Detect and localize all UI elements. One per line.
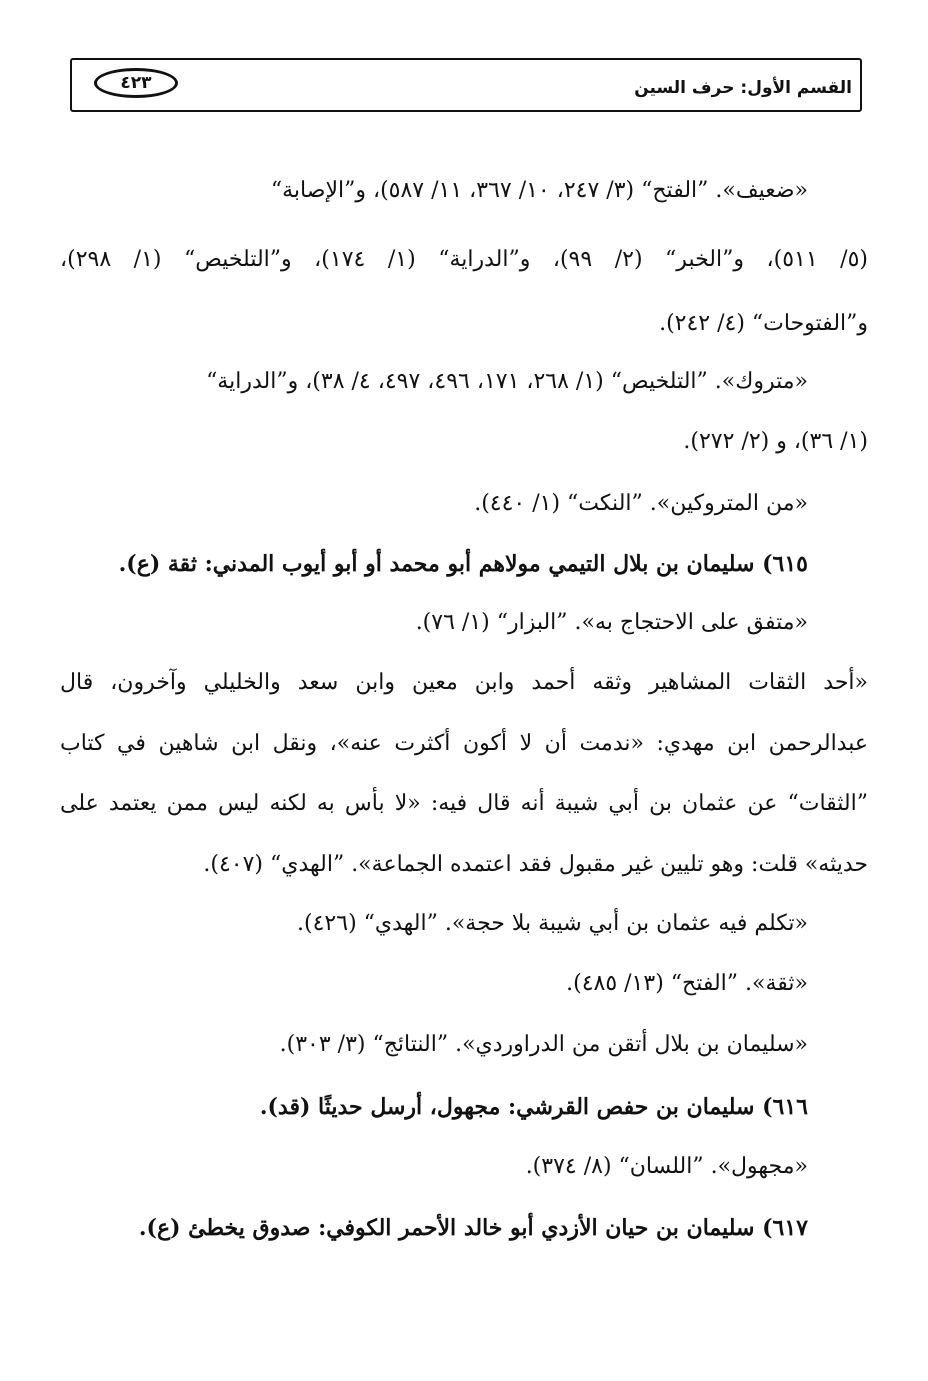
- page-number: ٤٢٣: [94, 68, 178, 98]
- text-line: و”الفتوحات“ (٤/ ٢٤٢).: [659, 311, 868, 336]
- text-line: «متروك». ”التلخيص“ (١/ ٢٦٨، ١٧١، ٤٩٦، ٤٩٧، ٤/ ٣٨)، و”الدراية“: [206, 369, 808, 394]
- entry-heading: ٦١٦) سليمان بن حفص القرشي: مجهول، أرسل حديثًا (قد).: [259, 1094, 808, 1120]
- entry-heading: ٦١٧) سليمان بن حيان الأزدي أبو خالد الأحمر الكوفي: صدوق يخطئ (ع).: [138, 1215, 808, 1241]
- text-line: «ضعيف». ”الفتح“ (٣/ ٢٤٧، ١٠/ ٣٦٧، ١١/ ٥٨٧)، و”الإصابة“: [270, 178, 808, 203]
- text-line: ”الثقات“ عن عثمان بن أبي شيبة أنه قال فيه: «لا بأس به لكنه ليس ممن يعتمد على: [60, 791, 868, 816]
- text-line: حديثه» قلت: وهو تليين غير مقبول فقد اعتمده الجماعة». ”الهدي“ (٤٠٧).: [203, 852, 868, 877]
- running-header: [70, 58, 862, 112]
- text-line: «مجهول». ”اللسان“ (٨/ ٣٧٤).: [525, 1154, 808, 1179]
- text-line: «من المتروكين». ”النكت“ (١/ ٤٤٠).: [474, 491, 808, 516]
- section-title: القسم الأول: حرف السين: [634, 78, 852, 98]
- text-line: «أحد الثقات المشاهير وثقه أحمد وابن معين وابن سعد والخليلي وآخرون، قال: [60, 670, 868, 695]
- entry-heading: ٦١٥) سليمان بن بلال التيمي مولاهم أبو محمد أو أبو أيوب المدني: ثقة (ع).: [118, 551, 808, 577]
- text-line: «ثقة». ”الفتح“ (١٣/ ٤٨٥).: [566, 971, 808, 996]
- text-line: «متفق على الاحتجاج به». ”البزار“ (١/ ٧٦).: [415, 610, 808, 635]
- text-line: «سليمان بن بلال أتقن من الدراوردي». ”النتائج“ (٣/ ٣٠٣).: [279, 1032, 808, 1057]
- text-line: (١/ ٣٦)، و (٢/ ٢٧٢).: [683, 429, 868, 454]
- text-line: عبدالرحمن ابن مهدي: «ندمت أن لا أكون أكثرت عنه»، ونقل ابن شاهين في كتاب: [60, 731, 868, 756]
- text-line: (٥/ ٥١١)، و”الخبر“ (٢/ ٩٩)، و”الدراية“ (١/ ١٧٤)، و”التلخيص“ (١/ ٢٩٨)،: [60, 247, 868, 272]
- text-line: «تكلم فيه عثمان بن أبي شيبة بلا حجة». ”الهدي“ (٤٢٦).: [297, 911, 808, 936]
